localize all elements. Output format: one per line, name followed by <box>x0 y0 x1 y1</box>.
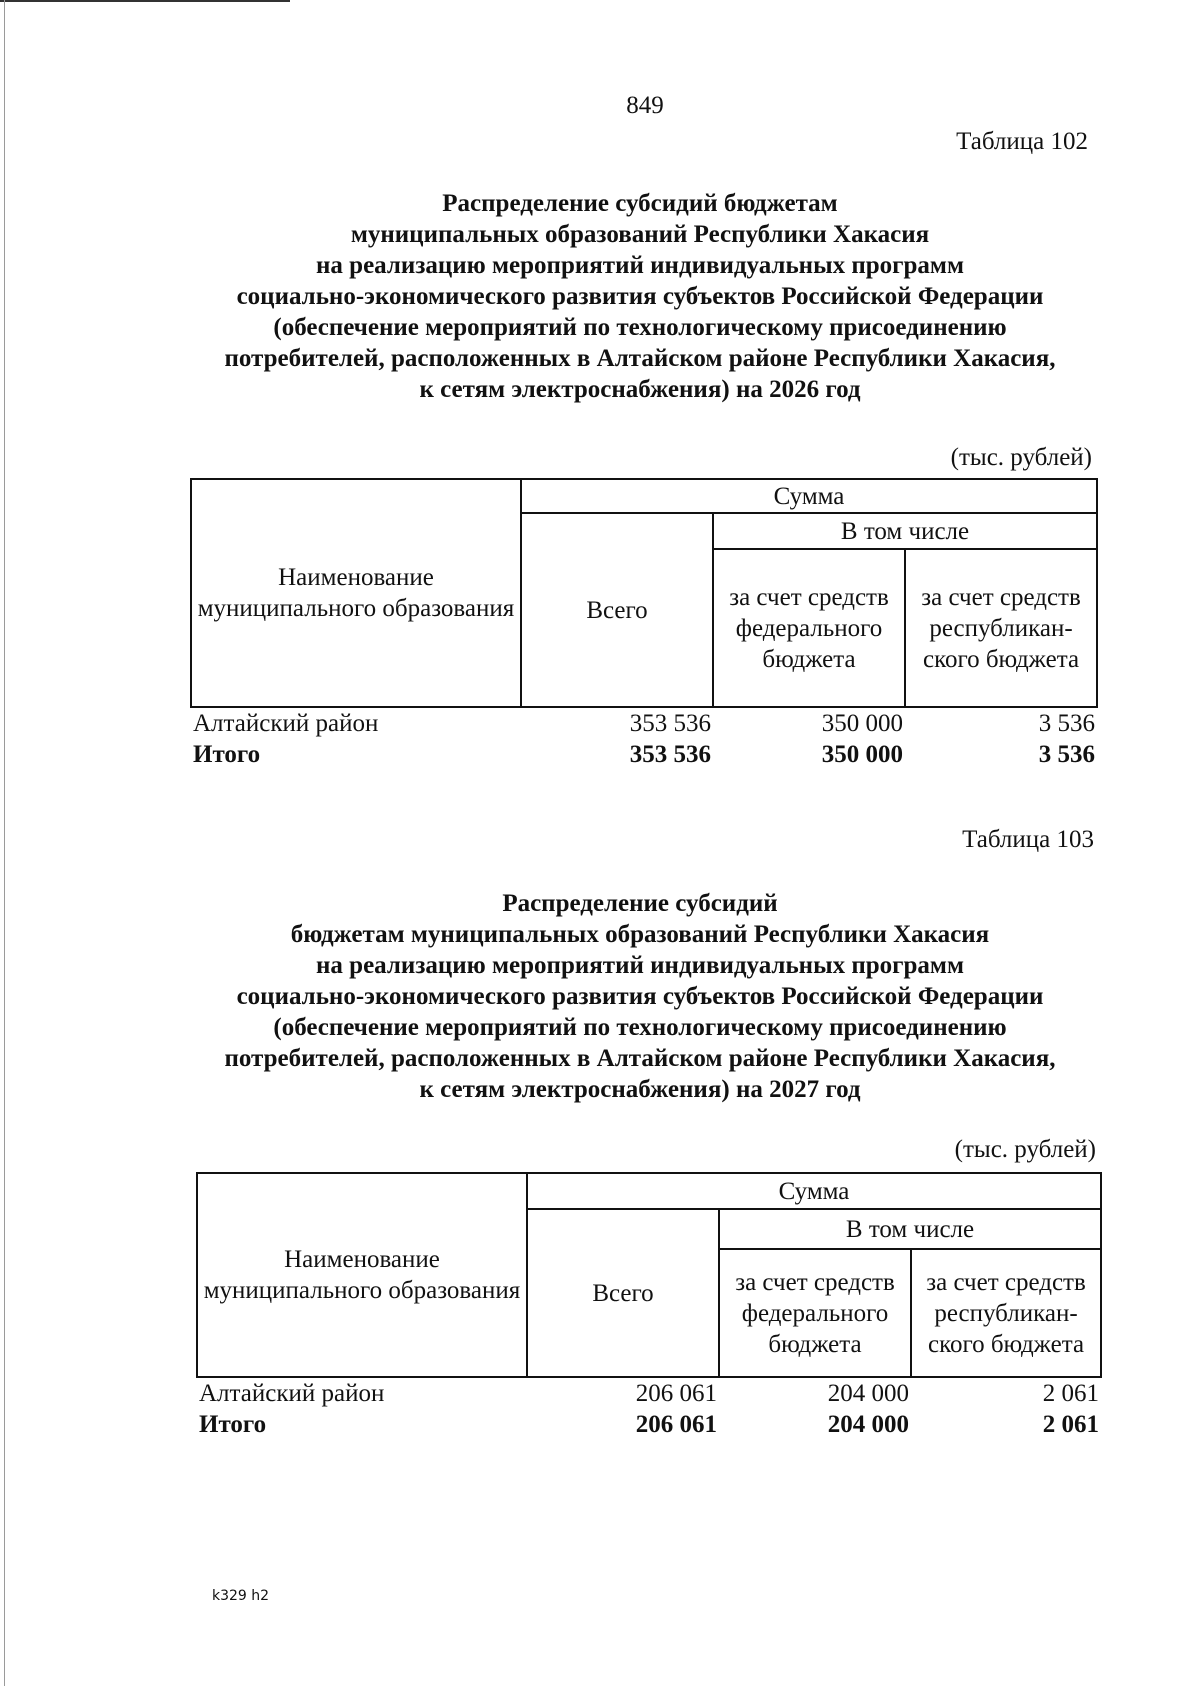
subsidy-table-103 <box>196 1172 1102 1440</box>
summary-total: 353 536 <box>629 741 711 768</box>
header-including: В том числе <box>713 513 1097 549</box>
summary-republican: 2 061 <box>1042 1411 1100 1438</box>
title-line: к сетям электроснабжения) на 2026 год <box>419 376 861 403</box>
header-federal: за счет средств федерального бюджета <box>713 549 905 707</box>
table-row <box>191 707 1097 739</box>
header-municipality: Наименование муниципального образования <box>191 479 521 707</box>
title-line: (обеспечение мероприятий по технологическому присоединению <box>273 314 1007 341</box>
summary-total: 206 061 <box>635 1411 717 1438</box>
title-line: (обеспечение мероприятий по технологическому присоединению <box>273 1014 1007 1041</box>
title-line: к сетям электроснабжения) на 2027 год <box>419 1076 861 1103</box>
unit-label-103: (тыс. рублей) <box>954 1136 1096 1163</box>
title-line: потребителей, расположенных в Алтайском районе Республики Хакасия, <box>224 1045 1056 1072</box>
page-number: 849 <box>626 92 664 119</box>
title-line: на реализацию мероприятий индивидуальных программ <box>316 952 964 979</box>
summary-federal: 204 000 <box>827 1411 909 1438</box>
title-line: Распределение субсидий бюджетам <box>442 190 838 217</box>
subsidy-table-102 <box>190 478 1098 770</box>
title-line: потребителей, расположенных в Алтайском районе Республики Хакасия, <box>224 345 1056 372</box>
unit-label-102: (тыс. рублей) <box>950 444 1092 471</box>
table-caption-103: Таблица 103 <box>962 826 1094 853</box>
summary-republican: 3 536 <box>1038 741 1096 768</box>
table-row <box>197 1377 1101 1409</box>
row-name: Алтайский район <box>199 1380 385 1407</box>
title-line: социально-экономического развития субъектов Российской Федерации <box>236 983 1044 1010</box>
row-federal: 204 000 <box>827 1380 909 1407</box>
table-caption-102: Таблица 102 <box>956 128 1088 155</box>
row-total: 206 061 <box>635 1380 717 1407</box>
table-summary-row <box>197 1409 1101 1440</box>
title-line: на реализацию мероприятий индивидуальных программ <box>316 252 964 279</box>
header-total: Всего <box>527 1209 719 1377</box>
title-line: социально-экономического развития субъектов Российской Федерации <box>236 283 1044 310</box>
header-sum: Сумма <box>521 479 1097 513</box>
row-federal: 350 000 <box>821 710 903 737</box>
title-line: Распределение субсидий <box>502 890 778 917</box>
header-municipality: Наименование муниципального образования <box>197 1173 527 1377</box>
header-total: Всего <box>521 513 713 707</box>
summary-name: Итого <box>193 741 261 768</box>
scan-edge-top <box>0 0 290 2</box>
row-republican: 3 536 <box>1038 710 1096 737</box>
scan-edge-left <box>4 0 5 1686</box>
header-including: В том числе <box>719 1209 1101 1249</box>
summary-federal: 350 000 <box>821 741 903 768</box>
header-republican: за счет средств республикан-ского бюджета <box>911 1249 1101 1377</box>
row-republican: 2 061 <box>1042 1380 1100 1407</box>
summary-name: Итого <box>199 1411 267 1438</box>
header-republican: за счет средств республикан-ского бюджета <box>905 549 1097 707</box>
row-name: Алтайский район <box>193 710 379 737</box>
footer-code: k329 h2 <box>212 1588 270 1604</box>
table-title-103 <box>150 888 1130 1105</box>
title-line: бюджетам муниципальных образований Республики Хакасия <box>290 921 990 948</box>
row-total: 353 536 <box>629 710 711 737</box>
table-summary-row <box>191 739 1097 770</box>
header-sum: Сумма <box>527 1173 1101 1209</box>
header-federal: за счет средств федерального бюджета <box>719 1249 911 1377</box>
title-line: муниципальных образований Республики Хакасия <box>350 221 930 248</box>
table-title-102 <box>150 188 1130 405</box>
